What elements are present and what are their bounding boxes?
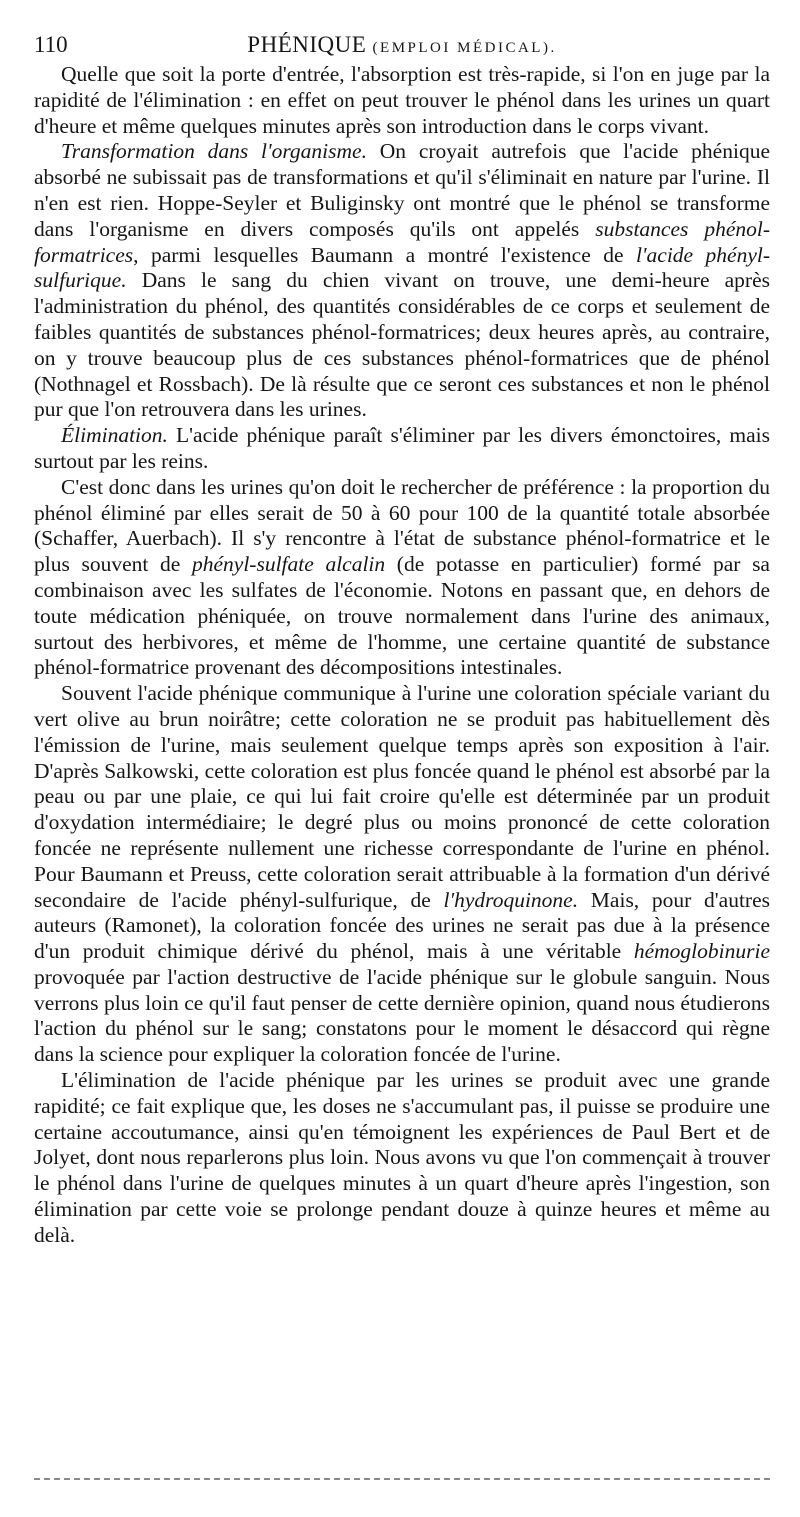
page-header [34, 28, 770, 62]
page-body [34, 62, 770, 1249]
page-number: 110 [34, 32, 68, 57]
paragraph [34, 423, 770, 475]
paragraph [34, 475, 770, 681]
italic-term: l'acide phényl-sulfurique. [34, 242, 770, 293]
text-run: L'élimination de l'acide phénique par les urines se produit avec une grande rapidité; ce fait explique que, les doses ne s'accumulant pas, il puisse se produire une certaine accoutumance, ainsi qu'en témoignent les expériences de Paul Bert et de Jolyet, dont nous reparlerons plus loin. Nous avons vu que l'on commençait à trouver le phénol dans l'urine de quelques minutes à un quart d'heure après l'ingestion, son élimination par cette voie se prolonge pendant douze à quinze heures et même au delà. [34, 1068, 770, 1247]
paragraph [34, 139, 770, 423]
italic-term: Transformation dans l'organisme. [61, 139, 367, 164]
text-run: , parmi lesquelles Baumann a montré l'existence de [133, 242, 636, 267]
text-run: C'est donc dans les urines qu'on doit le rechercher de préférence : la proportion du phénol éliminé par elles serait de 50 à 60 pour 100 de la quantité totale absorbée (Schaffer, Auerbach). Il s'y rencontre à l'état de substance phénol-formatrice et le plus souvent de [34, 474, 770, 577]
running-head [34, 28, 770, 65]
paragraph [34, 1068, 770, 1249]
text-run: (de potasse en particulier) formé par sa combinaison avec les sulfates de l'économie. Notons en passant que, en dehors de toute médication phéniquée, on trouve normalement dans l'urine des animaux, surtout des herbivores, et même de l'homme, une certaine quantité de substance phénol-formatrice provenant des décompositions intestinales. [34, 552, 770, 680]
text-run: Dans le sang du chien vivant on trouve, une demi-heure après l'administration du phénol, des quantités considérables de ce corps et seulement de faibles quantités de substances phénol-formatrices; deux heures après, au contraire, on y trouve beaucoup plus de ces substances phénol-formatrices que de phénol (Nothnagel et Rossbach). De là résulte que ce seront ces substances et non le phénol pur que l'on retrouvera dans les urines. [34, 268, 770, 422]
running-head-subtitle: (EMPLOI MÉDICAL). [372, 40, 557, 56]
text-run: Quelle que soit la porte d'entrée, l'absorption est très-rapide, si l'on en juge par la rapidité de l'élimination : en effet on peut trouver le phénol dans les urines un quart d'heure et même quelques minutes après son introduction dans le corps vivant. [34, 62, 770, 138]
text-run: On croyait autrefois que l'acide phénique absorbé ne subissait pas de transformations et qu'il s'éliminait en nature par l'urine. Il n'en est rien. Hoppe-Seyler et Buliginsky ont montré que le phénol se transforme dans l'organisme en divers composés qu'ils ont appelés [34, 139, 770, 241]
text-run: provoquée par l'action destructive de l'acide phénique sur le globule sanguin. Nous verrons plus loin ce qu'il faut penser de cette dernière opinion, quand nous étudierons l'action du phénol sur le sang; constatons pour le moment le désaccord qui règne dans la science pour expliquer la coloration foncée de l'urine. [34, 964, 770, 1067]
running-head-title: PHÉNIQUE [247, 32, 367, 57]
italic-term: l'hydroquinone. [443, 887, 579, 912]
paragraph [34, 681, 770, 1068]
paragraph [34, 62, 770, 139]
text-run: Souvent l'acide phénique communique à l'urine une coloration spéciale variant du vert olive au brun noirâtre; cette coloration ne se produit pas habituellement dès l'émission de l'urine, mais seulement quelque temps après son exposition à l'air. D'après Salkowski, cette coloration est plus foncée quand le phénol est absorbé par la peau ou par une plaie, ce qui lui fait croire qu'elle est déterminée par un produit d'oxydation intermédiaire; le degré plus ou moins prononcé de cette coloration foncée ne représente nullement une richesse correspondante de l'urine en phénol. Pour Baumann et Preuss, cette coloration serait attribuable à la formation d'un dérivé secondaire de l'acide phényl-sulfurique, de [34, 681, 770, 912]
italic-term: substances phénol-formatrices [34, 216, 770, 267]
italic-term: Élimination. [61, 423, 168, 448]
text-run: L'acide phénique paraît s'éliminer par les divers émonctoires, mais surtout par les reins. [34, 423, 770, 473]
footer-rule [34, 1478, 770, 1480]
italic-term: phényl-sulfate alcalin [191, 552, 386, 577]
italic-term: hémoglobinurie [633, 939, 770, 964]
text-run: Mais, pour d'autres auteurs (Ramonet), la coloration foncée des urines ne serait pas due à la présence d'un produit chimique dérivé du phénol, mais à une véritable [34, 887, 770, 964]
